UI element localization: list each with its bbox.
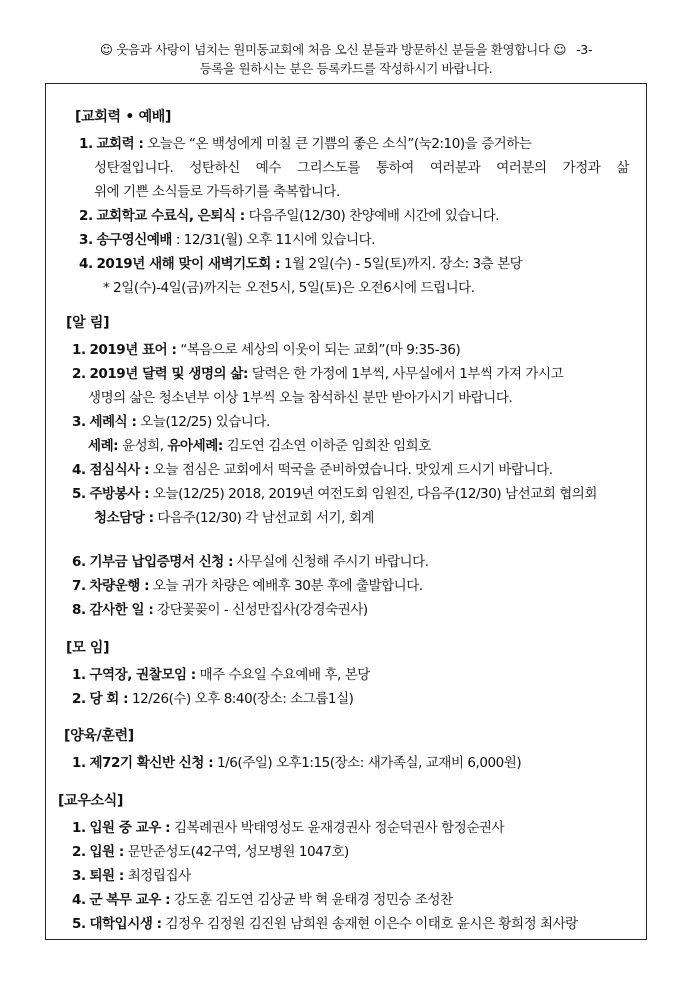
section-title: [양육/훈련] — [64, 728, 134, 744]
church-item-1-line-2: 성탄절입니다. 성탄하신 예수 그리스도를 통하여 여러분과 여러분의 가정과 삶 — [94, 160, 629, 176]
item-label: 점심식사 : — [89, 462, 150, 478]
members-item-2: 2. 입원 : 문만준성도(42구역, 성모병원 1047호) — [72, 844, 349, 860]
item-label: 입원 : — [89, 844, 124, 860]
item-label: 퇴원 : — [89, 868, 124, 884]
news-item-5-sub: 청소담당 : 다음주(12/30) 각 남선교회 서기, 회계 — [94, 510, 375, 526]
item-label: 당 회 : — [89, 691, 129, 707]
item-label: 구역장, 권찰모임 : — [89, 667, 196, 683]
church-item-4: 4. 2019년 새해 맞이 새벽기도회 : 1월 2일(수) - 5일(토)까지. 장소: 3층 본당 — [79, 256, 523, 272]
item-label: 차량운행 : — [89, 578, 150, 594]
section-title: [모 임] — [66, 640, 110, 656]
item-label: 청소담당 : — [94, 510, 154, 526]
news-item-1: 1. 2019년 표어 : “복음으로 세상의 이웃이 되는 교회”(마 9:35-36) — [72, 342, 461, 358]
section-title: [알 림] — [66, 315, 110, 331]
training-item-1: 1. 제72기 확신반 신청 : 1/6(주일) 오후1:15(장소: 새가족실, 교재비 6,000원) — [72, 755, 522, 771]
meeting-item-1: 1. 구역장, 권찰모임 : 매주 수요일 수요예배 후, 본당 — [72, 667, 370, 683]
item-label: 세례: — [88, 438, 119, 454]
item-label: 기부금 납입증명서 신청 : — [89, 554, 234, 570]
section-title: [교회력 • 예배] — [75, 109, 172, 125]
item-label: 대학입시생 : — [89, 916, 162, 932]
item-label: 교회학교 수료식, 은퇴식 : — [96, 208, 245, 224]
church-item-2: 2. 교회학교 수료식, 은퇴식 : 다음주일(12/30) 찬양예배 시간에 있습니다. — [79, 208, 500, 224]
item-label: 세례식 : — [89, 414, 137, 430]
news-item-7: 7. 차량운행 : 오늘 귀가 차량은 예배후 30분 후에 출발합니다. — [72, 578, 423, 594]
members-item-4: 4. 군 복무 교우 : 강도훈 김도연 김상균 박 혁 윤태경 정민승 조성찬 — [72, 892, 453, 908]
item-label: 2019년 표어 : — [89, 342, 177, 358]
news-item-3: 3. 세례식 : 오늘(12/25) 있습니다. — [72, 414, 270, 430]
news-item-6: 6. 기부금 납입증명서 신청 : 사무실에 신청해 주시기 바랍니다. — [72, 554, 429, 570]
item-label: 유아세례: — [167, 438, 223, 454]
section-title: [교우소식] — [58, 793, 124, 809]
members-item-3: 3. 퇴원 : 최정립집사 — [72, 868, 191, 884]
header-line-2: 등록을 원하시는 분은 등록카드를 작성하시기 바랍니다. — [199, 61, 493, 76]
page-number: -3- — [576, 42, 593, 57]
item-label: 제72기 확신반 신청 : — [89, 755, 214, 771]
news-item-8: 8. 감사한 일 : 강단꽃꽂이 - 신성만집사(강경숙권사) — [72, 602, 368, 618]
header-line-1 — [0, 40, 692, 59]
welcome-text: ☺ 웃음과 사랑이 넘치는 원미동교회에 처음 오신 분들과 방문하신 분들을 환영합니다 ☺ — [99, 42, 567, 57]
church-item-1-line-1: 1. 교회력 : 오늘은 “온 백성에게 미칠 큰 기쁨의 좋은 소식”(눅2:10)을 증거하는 — [79, 136, 532, 152]
item-label: 송구영신예배 — [96, 232, 173, 248]
church-item-1-line-3: 위에 기쁜 소식들로 가득하기를 축복합니다. — [94, 184, 340, 200]
item-label: 교회력 : — [96, 136, 144, 152]
item-label: 주방봉사 : — [89, 486, 150, 502]
members-item-1: 1. 입원 중 교우 : 김복례권사 박태영성도 윤재경권사 정순덕권사 함정순권사 — [72, 820, 505, 836]
news-item-3-sub: 세례: 윤성희, 유아세례: 김도연 김소연 이하준 임희찬 임희호 — [88, 438, 431, 454]
item-label: 감사한 일 : — [89, 602, 154, 618]
page-header — [0, 40, 692, 78]
church-item-4-note: * 2일(수)-4일(금)까지는 오전5시, 5일(토)은 오전6시에 드립니다. — [103, 280, 475, 296]
church-item-3: 3. 송구영신예배 : 12/31(월) 오후 11시에 있습니다. — [79, 232, 376, 248]
news-item-5: 5. 주방봉사 : 오늘(12/25) 2018, 2019년 여전도회 임원진, 다음주(12/30) 남선교회 협의회 — [72, 486, 597, 502]
item-label: 입원 중 교우 : — [89, 820, 171, 836]
item-label: 군 복무 교우 : — [89, 892, 171, 908]
bulletin-frame — [45, 83, 647, 940]
members-item-5: 5. 대학입시생 : 김정우 김정원 김진원 남희원 송재현 이은수 이태호 윤시은 황희정 최사랑 — [72, 916, 578, 932]
news-item-4: 4. 점심식사 : 오늘 점심은 교회에서 떡국을 준비하였습니다. 맛있게 드시기 바랍니다. — [72, 462, 553, 478]
news-item-2-line-1: 2. 2019년 달력 및 생명의 삶: 달력은 한 가정에 1부씩, 사무실에서 1부씩 가져 가시고 — [72, 366, 564, 382]
news-item-2-line-2: 생명의 삶은 청소년부 이상 1부씩 오늘 참석하신 분만 받아가시기 바랍니다. — [88, 390, 513, 406]
item-label: 2019년 달력 및 생명의 삶: — [89, 366, 248, 382]
item-label: 2019년 새해 맞이 새벽기도회 : — [96, 256, 281, 272]
meeting-item-2: 2. 당 회 : 12/26(수) 오후 8:40(장소: 소그룹1실) — [72, 691, 354, 707]
